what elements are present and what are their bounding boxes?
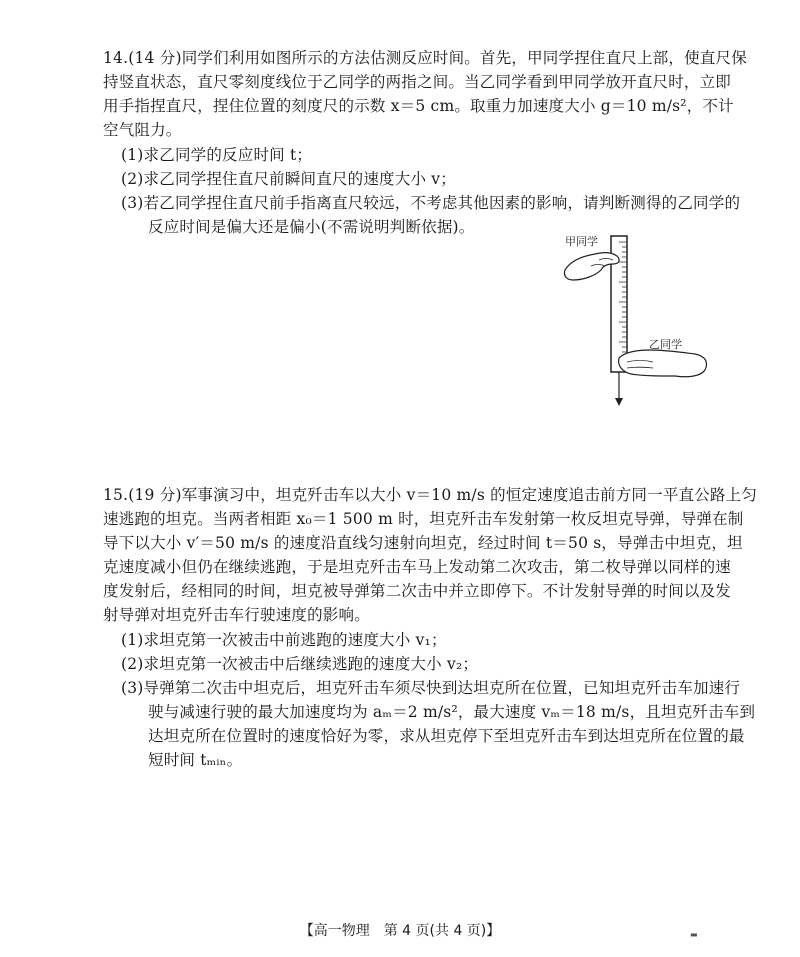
q14-line4: 空气阻力。 [103, 121, 182, 139]
q14-sub2: (2)求乙同学捏住直尺前瞬间直尺的速度大小 v； [121, 170, 456, 188]
label-yi: 乙同学 [649, 338, 682, 351]
q15-line2: 速逃跑的坦克。当两者相距 x₀＝1 500 m 时，坦克歼击车发射第一枚反坦克导弹，导弹在制 [103, 510, 744, 528]
ruler-diagram [555, 230, 715, 410]
q15-line5: 度发射后，经相同的时间，坦克被导弹第二次击中并立即停下。不计发射导弹的时间以及发 [103, 582, 732, 600]
q15-line1: 15.(19 分)军事演习中，坦克歼击车以大小 v＝10 m/s 的恒定速度追击前方同一平直公路上匀 [103, 486, 758, 504]
q15-sub3b: 驶与减速行驶的最大加速度均为 aₘ＝2 m/s²，最大速度 vₘ＝18 m/s，且坦克歼击车到 [148, 703, 756, 721]
q14-line1: 14.(14 分)同学们利用如图所示的方法估测反应时间。首先，甲同学捏住直尺上部，使直尺保 [103, 49, 747, 67]
ruler-figure [555, 230, 715, 410]
label-jia: 甲同学 [565, 235, 598, 248]
q14-sub3b: 反应时间是偏大还是偏小(不需说明判断依据)。 [148, 218, 475, 236]
q14-line3: 用手指捏直尺，捏住位置的刻度尺的示数 x＝5 cm。取重力加速度大小 g＝10 m/s²，不计 [103, 97, 734, 115]
q14-sub3a: (3)若乙同学捏住直尺前手指离直尺较远，不考虑其他因素的影响，请判断测得的乙同学的 [121, 194, 741, 212]
lower-hand [619, 350, 707, 377]
q15-line4: 克速度减小但仍在继续逃跑，于是坦克歼击车马上发动第二次攻击，第二枚导弹以同样的速 [103, 558, 732, 576]
q15-sub3c: 达坦克所在位置时的速度恰好为零，求从坦克停下至坦克歼击车到达坦克所在位置的最 [148, 727, 745, 745]
corner-mark: ▬ [690, 930, 698, 939]
q14-line2: 持竖直状态，直尺零刻度线位于乙同学的两指之间。当乙同学看到甲同学放开直尺时，立即 [103, 73, 732, 91]
q15-sub3d: 短时间 tₘᵢₙ。 [148, 751, 243, 769]
q15-line6: 射导弹对坦克歼击车行驶速度的影响。 [103, 606, 370, 624]
q14-sub1: (1)求乙同学的反应时间 t； [121, 146, 313, 164]
page-footer: 【高一物理 第 4 页(共 4 页)】 [299, 923, 501, 939]
q15-sub3a: (3)导弹第二次击中坦克后，坦克歼击车须尽快到达坦克所在位置，已知坦克歼击车加速行 [121, 679, 741, 697]
q15-line3: 导下以大小 v′＝50 m/s 的速度沿直线匀速射向坦克，经过时间 t＝50 s，导弹击中坦克，坦 [103, 534, 743, 552]
q15-sub1: (1)求坦克第一次被击中前逃跑的速度大小 v₁； [121, 631, 447, 649]
q15-sub2: (2)求坦克第一次被击中后继续逃跑的速度大小 v₂； [121, 655, 479, 673]
